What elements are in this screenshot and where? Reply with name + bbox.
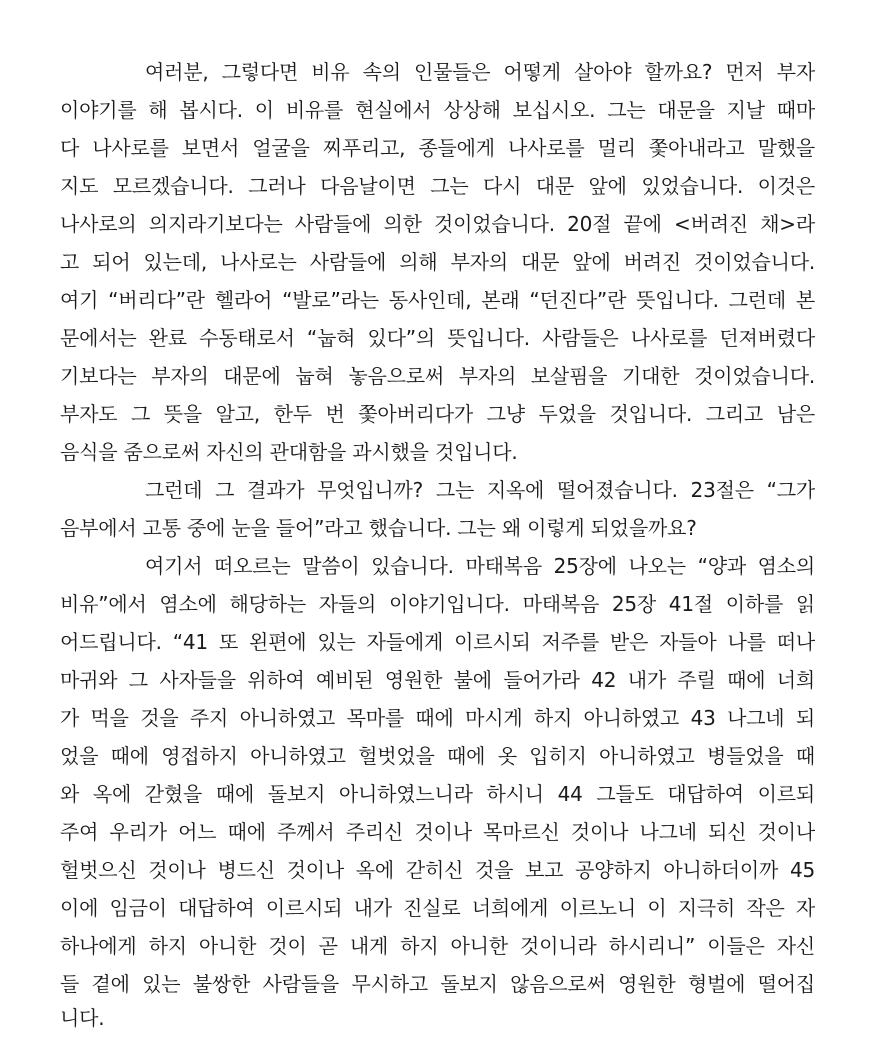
paragraph-3-line-9: 헐벗으신 것이나 병드신 것이나 옥에 갇히신 것을 보고 공양하지 아니하더이까 45: [60, 858, 815, 882]
paragraph-1-line-6: 고 되어 있는데, 나사로는 사람들에 의해 부자의 대문 앞에 버려진 것이었습니다.: [60, 250, 815, 274]
paragraph-1-line-2: 이야기를 해 봅시다. 이 비유를 현실에서 상상해 보십시오. 그는 대문을 지날 때마: [60, 98, 815, 122]
paragraph-1-line-8: 문에서는 완료 수동태로서 “눕혀 있다”의 뜻입니다. 사람들은 나사로를 던져버렸다: [60, 326, 815, 350]
paragraph-1-line-9: 기보다는 부자의 대문에 눕혀 놓음으로써 부자의 보살핌을 기대한 것이었습니다.: [60, 364, 815, 388]
paragraph-3-line-7: 와 옥에 갇혔을 때에 돌보지 아니하였느니라 하시니 44 그들도 대답하여 이르되: [60, 782, 815, 806]
paragraph-1-line-7: 여기 “버리다”란 헬라어 “발로”라는 동사인데, 본래 “던진다”란 뜻입니다. 그런데 본: [60, 288, 815, 312]
paragraph-1-line-10: 부자도 그 뜻을 알고, 한두 번 쫓아버리다가 그냥 두었을 것입니다. 그리고 남은: [60, 402, 815, 426]
paragraph-2-line-1: 그런데 그 결과가 무엇입니까? 그는 지옥에 떨어졌습니다. 23절은 “그가: [145, 478, 815, 502]
paragraph-3-line-5: 가 먹을 것을 주지 아니하였고 목마를 때에 마시게 하지 아니하였고 43 나그네 되: [60, 706, 815, 730]
paragraph-1-line-5: 나사로의 의지라기보다는 사람들에 의한 것이었습니다. 20절 끝에 <버려진 채>라: [60, 212, 815, 236]
paragraph-3-line-13: 니다.: [60, 1006, 105, 1030]
paragraph-1-line-4: 지도 모르겠습니다. 그러나 다음날이면 그는 다시 대문 앞에 있었습니다. 이것은: [60, 174, 815, 198]
paragraph-3-line-6: 었을 때에 영접하지 아니하였고 헐벗었을 때에 옷 입히지 아니하였고 병들었을 때: [60, 744, 815, 768]
paragraph-3-line-4: 마귀와 그 사자들을 위하여 예비된 영원한 불에 들어가라 42 내가 주릴 때에 너희: [60, 668, 815, 692]
paragraph-1-line-3: 다 나사로를 보면서 얼굴을 찌푸리고, 종들에게 나사로를 멀리 쫓아내라고 말했을: [60, 136, 815, 160]
paragraph-3-line-1: 여기서 떠오르는 말씀이 있습니다. 마태복음 25장에 나오는 “양과 염소의: [145, 554, 815, 578]
paragraph-3-line-10: 이에 임금이 대답하여 이르시되 내가 진실로 너희에게 이르노니 이 지극히 작은 자: [60, 896, 815, 920]
paragraph-3-line-12: 들 곁에 있는 불쌍한 사람들을 무시하고 돌보지 않음으로써 영원한 형벌에 떨어집: [60, 972, 815, 996]
paragraph-3-line-2: 비유”에서 염소에 해당하는 자들의 이야기입니다. 마태복음 25장 41절 이하를 읽: [60, 592, 815, 616]
paragraph-1-line-11: 음식을 줌으로써 자신의 관대함을 과시했을 것입니다.: [60, 440, 518, 464]
paragraph-3-line-11: 하나에게 하지 아니한 것이 곧 내게 하지 아니한 것이니라 하시리니” 이들은 자신: [60, 934, 815, 958]
paragraph-2-line-2: 음부에서 고통 중에 눈을 들어”라고 했습니다. 그는 왜 이렇게 되었을까요?: [60, 516, 697, 540]
paragraph-3-line-3: 어드립니다. “41 또 왼편에 있는 자들에게 이르시되 저주를 받은 자들아 나를 떠나: [60, 630, 815, 654]
paragraph-3-line-8: 주여 우리가 어느 때에 주께서 주리신 것이나 목마르신 것이나 나그네 되신 것이나: [60, 820, 815, 844]
paragraph-1-line-1: 여러분, 그렇다면 비유 속의 인물들은 어떻게 살아야 할까요? 먼저 부자: [145, 60, 815, 84]
